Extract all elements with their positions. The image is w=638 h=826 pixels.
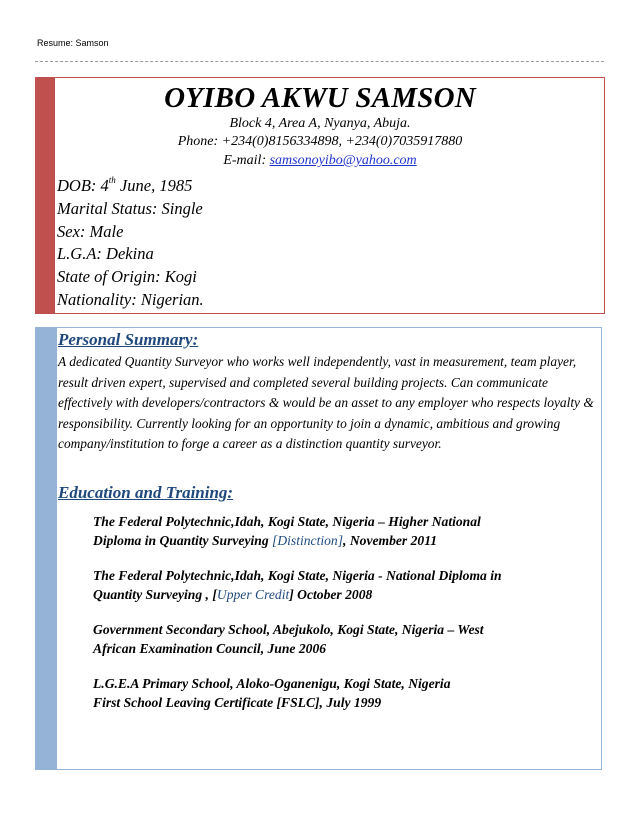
blue-accent-bar — [36, 328, 57, 769]
lga: L.G.A: Dekina — [57, 244, 154, 264]
education-line — [93, 586, 593, 605]
candidate-name: OYIBO AKWU SAMSON — [164, 82, 476, 114]
education-entry — [93, 567, 593, 604]
personal-details — [57, 175, 204, 312]
email-link[interactable]: samsonoyibo@yahoo.com — [269, 153, 417, 168]
bracket-open: [ — [272, 532, 278, 548]
summary-heading: Personal Summary: — [58, 330, 199, 349]
bracket-close: ] — [337, 532, 344, 548]
header-divider — [35, 61, 604, 62]
dob-prefix: DOB: 4 — [57, 176, 109, 195]
summary-text: A dedicated Quantity Surveyor who works well independently, vast in measurement, team player, result driven expert, supervised and completed several building projects. Can communicate effectively with developers/contractors & would be an asset to any employer who respects loyalty & responsibility. Currently looking for an opportunity to join a dynamic, ambitious and growing company/institution to forge a career as a distinction quantity surveyor. — [58, 354, 594, 451]
dob-suffix: June, 1985 — [115, 176, 193, 195]
education-text: October 2008 — [293, 586, 373, 602]
education-grade: Distinction — [277, 532, 338, 548]
education-line: First School Leaving Certificate [FSLC], July 1999 — [93, 694, 382, 710]
sex: Sex: Male — [57, 221, 124, 241]
resume-body-box — [35, 327, 602, 770]
education-line — [93, 532, 593, 551]
education-text: Diploma in Quantity Surveying — [93, 532, 273, 548]
nationality: Nationality: Nigerian. — [57, 289, 204, 309]
email-line — [36, 153, 604, 169]
education-line: The Federal Polytechnic,Idah, Kogi State, Nigeria - National Diploma in — [93, 568, 502, 583]
education-line: African Examination Council, June 2006 — [93, 640, 327, 656]
bracket-close: ] — [289, 586, 294, 602]
marital-status: Marital Status: Single — [57, 198, 203, 218]
education-grade: Upper Credit — [216, 586, 290, 602]
education-list — [93, 513, 593, 729]
bracket-open: [ — [212, 586, 217, 602]
education-text: Quantity Surveying , — [93, 586, 213, 602]
education-line: L.G.E.A Primary School, Aloko-Oganenigu, Kogi State, Nigeria — [93, 676, 451, 691]
education-text: , November 2011 — [343, 532, 438, 548]
education-line: Government Secondary School, Abejukolo, Kogi State, Nigeria – West — [93, 622, 484, 637]
address: Block 4, Area A, Nyanya, Abuja. — [229, 116, 411, 131]
phone: Phone: +234(0)8156334898, +234(0)7035917880 — [177, 134, 463, 149]
page-header: Resume: Samson — [37, 38, 109, 48]
education-entry — [93, 513, 593, 550]
education-line: The Federal Polytechnic,Idah, Kogi State, Nigeria – Higher National — [93, 514, 481, 529]
dob — [57, 175, 204, 198]
contact-box — [35, 77, 605, 314]
education-entry — [93, 675, 593, 712]
email-label: E-mail: — [223, 153, 270, 168]
education-entry — [93, 621, 593, 658]
dob-sup: th — [108, 175, 116, 185]
education-heading: Education and Training: — [58, 483, 234, 502]
state-of-origin: State of Origin: Kogi — [57, 267, 197, 287]
